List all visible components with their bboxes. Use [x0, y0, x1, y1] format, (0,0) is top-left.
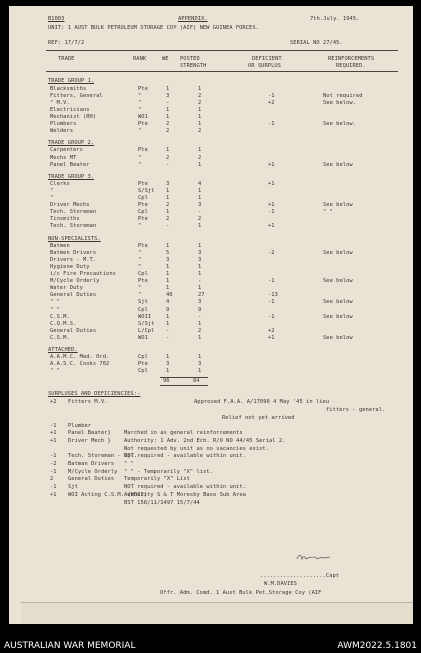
row-trade: i/c Fire Precautions	[50, 271, 116, 278]
document-page	[9, 6, 413, 624]
row-difference: -1	[268, 278, 275, 285]
row-posted: -	[198, 313, 202, 320]
row-trade: Carpenters	[50, 147, 83, 154]
surplus-qty: -1	[50, 422, 57, 429]
col-we: WE	[162, 56, 169, 62]
row-reinforcements: See below	[323, 161, 353, 168]
surplus-note: Marched in as general reinforcements	[124, 430, 243, 437]
row-rank: Cpl	[138, 354, 148, 361]
row-trade: Drivers - M.T.	[50, 257, 97, 264]
row-posted: 3	[198, 299, 202, 306]
row-we: 4	[166, 299, 170, 306]
row-posted: -	[198, 278, 202, 285]
row-trade: Plumbers	[50, 120, 77, 127]
row-rank: "	[138, 250, 142, 257]
row-rank: Cpl	[138, 195, 148, 202]
surplus-qty: 2	[50, 476, 54, 483]
total-posted: 84	[193, 378, 200, 385]
row-rank: "	[138, 106, 142, 113]
row-trade: A.A.S.C. Cooks 702	[50, 361, 110, 368]
surplus-item: Sjt	[68, 484, 78, 491]
row-rank: "	[138, 292, 142, 299]
row-we: 1	[166, 188, 170, 195]
row-rank: Pte	[138, 147, 148, 154]
row-posted: 1	[198, 368, 202, 375]
surplus-note: Relief not yet arrived	[222, 414, 295, 421]
row-rank: Cpl	[138, 271, 148, 278]
row-we: 2	[166, 202, 170, 209]
row-trade: " "	[50, 368, 60, 375]
surplus-qty: -1	[50, 468, 57, 475]
row-we: 2	[166, 216, 170, 223]
row-posted: 2	[198, 327, 202, 334]
surplus-note: Temporarily "X" List	[124, 476, 190, 483]
row-trade: General Duties	[50, 327, 97, 334]
row-we: 1	[166, 271, 170, 278]
row-trade: " M.V.	[50, 99, 70, 106]
row-rank: Pte	[138, 120, 148, 127]
document-title: APPENDIX.	[178, 16, 208, 22]
row-posted: 2	[198, 127, 202, 134]
row-we: 1	[166, 285, 170, 292]
row-difference: +1	[268, 334, 275, 341]
row-posted: 1	[198, 320, 202, 327]
row-posted: 1	[198, 271, 202, 278]
row-rank: "	[138, 223, 142, 230]
col-reinforcements: REINFORCEMENTS	[328, 56, 375, 62]
signature-line: ....................Capt	[260, 573, 340, 579]
row-rank: Pte	[138, 278, 148, 285]
group-title: TRADE GROUP 2.	[48, 139, 95, 146]
col-strength: STRENGTH	[180, 63, 207, 69]
row-rank: "	[138, 154, 142, 161]
row-we: 3	[166, 92, 170, 99]
row-posted: 2	[198, 92, 202, 99]
row-we: 1	[166, 195, 170, 202]
row-trade: C.S.M.	[50, 334, 70, 341]
col-rank: RANK	[133, 56, 147, 62]
row-reinforcements: See below	[323, 278, 353, 285]
row-posted: 9	[198, 306, 202, 313]
surplus-qty: +1	[50, 491, 57, 498]
row-trade: "	[50, 195, 54, 202]
surplus-note: fitters - general.	[326, 407, 386, 414]
row-rank: "	[138, 257, 142, 264]
row-posted: 1	[198, 106, 202, 113]
row-we: 1	[166, 113, 170, 120]
row-posted: 1	[198, 120, 202, 127]
row-we: 1	[166, 354, 170, 361]
row-posted: 1	[198, 161, 202, 168]
surplus-qty: -1	[50, 484, 57, 491]
column-rule	[46, 71, 398, 72]
surplus-item: Panel Beater}	[68, 430, 111, 437]
row-reinforcements: See below	[323, 334, 353, 341]
row-rank: Pte	[138, 243, 148, 250]
row-difference: -1	[268, 313, 275, 320]
document-ref: B1003	[48, 16, 65, 22]
row-we: -	[166, 327, 170, 334]
row-posted: 1	[198, 334, 202, 341]
row-posted: 1	[198, 285, 202, 292]
row-posted: 1	[198, 113, 202, 120]
row-posted: 3	[198, 250, 202, 257]
surplus-note: BST 158/11/1497 15/7/44	[124, 499, 200, 506]
row-we: 1	[166, 106, 170, 113]
col-posted: POSTED	[180, 56, 200, 62]
row-we: 1	[166, 243, 170, 250]
row-rank: S/Sjt	[138, 188, 155, 195]
surplus-note: Approved F.A.A. A/17090 4 May '45 in lieu	[194, 399, 330, 406]
surplus-qty: -1	[50, 453, 57, 460]
row-trade: Batmen Drivers	[50, 250, 97, 257]
row-we: 1	[166, 368, 170, 375]
row-posted: 1	[198, 188, 202, 195]
row-trade: Fitters, General	[50, 92, 103, 99]
surpluses-title: SURPLUSES AND DEFICIENCIES:-	[48, 391, 141, 398]
row-difference: -1	[268, 92, 275, 99]
surplus-note: " "	[124, 461, 134, 468]
row-rank: "	[138, 161, 142, 168]
totals-underline	[160, 385, 208, 386]
surplus-item: Plumber	[68, 422, 92, 429]
row-reinforcements: " "	[323, 209, 333, 216]
row-posted: 1	[198, 147, 202, 154]
row-trade: A.A.M.C. Med. Ord.	[50, 354, 110, 361]
row-difference: +1	[268, 202, 275, 209]
row-posted: 2	[198, 154, 202, 161]
row-reinforcements: See below	[323, 202, 353, 209]
group-title: TRADE GROUP 3.	[48, 173, 95, 180]
surplus-item: M/Cycle Orderly	[68, 468, 118, 475]
row-we: 1	[166, 147, 170, 154]
row-rank: S/Sjt	[138, 320, 155, 327]
col-or-surplus: OR SURPLUS	[248, 63, 281, 69]
row-trade: Mechs MT	[50, 154, 77, 161]
row-reinforcements: Not required	[323, 92, 363, 99]
row-difference: -1	[268, 299, 275, 306]
row-rank: WO1	[138, 113, 148, 120]
signatory-name: W.M.DAVIES	[264, 581, 297, 587]
row-trade: Blacksmiths	[50, 85, 87, 92]
row-difference: -1	[268, 120, 275, 127]
row-trade: Water Duty	[50, 285, 83, 292]
row-difference: +2	[268, 99, 275, 106]
row-we: -	[166, 334, 170, 341]
row-reinforcements: See below.	[323, 99, 356, 106]
document-date: 7th.July. 1945.	[310, 16, 360, 22]
row-we: 1	[166, 209, 170, 216]
row-rank: Cpl	[138, 209, 148, 216]
col-deficient: DEFICIENT	[252, 56, 282, 62]
row-difference: +1	[268, 161, 275, 168]
row-rank: Pte	[138, 85, 148, 92]
row-we: 1	[166, 313, 170, 320]
surplus-note: Not requested by unit as no vacancies exist.	[124, 445, 269, 452]
row-rank: "	[138, 127, 142, 134]
surplus-item: WOI Acting C.S.M. (WOII)	[68, 491, 148, 498]
surplus-note: Authority: 1 Adv. 2nd Ech. R/O NO 44/45 Serial 2.	[124, 437, 286, 444]
total-we: 96	[163, 378, 170, 385]
row-posted: 1	[198, 354, 202, 361]
row-rank: Pte	[138, 361, 148, 368]
row-posted: 1	[198, 195, 202, 202]
row-we: 3	[166, 257, 170, 264]
row-trade: Clerks	[50, 181, 70, 188]
row-posted: 4	[198, 181, 202, 188]
surplus-qty: +1	[50, 437, 57, 444]
row-rank: "	[138, 264, 142, 271]
surplus-qty: +1	[50, 430, 57, 437]
row-difference: +1	[268, 181, 275, 188]
row-difference: -2	[268, 250, 275, 257]
row-posted: 27	[198, 292, 205, 299]
col-required: REQUIRED.	[336, 63, 366, 69]
col-trade: TRADE	[58, 56, 75, 62]
row-trade: " "	[50, 306, 60, 313]
row-reinforcements: See below.	[323, 120, 356, 127]
row-reinforcements: See below	[323, 299, 353, 306]
row-we: 1	[166, 320, 170, 327]
archive-reference: AWM2022.5.1801	[337, 641, 417, 651]
handwritten-signature	[296, 553, 332, 562]
row-we: 2	[166, 127, 170, 134]
row-we: -	[166, 223, 170, 230]
surplus-note: NOT required - available within unit.	[124, 453, 246, 460]
signatory-title: Offr. Adm. Comd. 1 Aust Bulk Pet.Storage Coy (AIF	[160, 590, 322, 596]
row-we: 1	[166, 264, 170, 271]
row-rank: Pte	[138, 202, 148, 209]
row-posted: 1	[198, 243, 202, 250]
row-trade: Tinsmiths	[50, 216, 80, 223]
row-we: 3	[166, 361, 170, 368]
row-reinforcements: See below	[323, 313, 353, 320]
row-posted: 1	[198, 264, 202, 271]
row-we: 9	[166, 306, 170, 313]
row-posted: 1	[198, 85, 202, 92]
row-we: 1	[166, 85, 170, 92]
surplus-item: Tech. Storeman - Cpl.	[68, 453, 138, 460]
surplus-qty: +2	[50, 399, 57, 406]
row-we: 3	[166, 181, 170, 188]
row-posted: 2	[198, 216, 202, 223]
row-trade: " "	[50, 299, 60, 306]
row-rank: "	[138, 285, 142, 292]
surplus-item: Batman Drivers	[68, 461, 115, 468]
ref-line: REF: 17/7/2	[48, 40, 85, 46]
row-rank: Pte	[138, 216, 148, 223]
group-title: TRADE GROUP 1.	[48, 78, 95, 84]
row-we: -	[166, 99, 170, 106]
row-rank: Cpl	[138, 368, 148, 375]
row-trade: Driver Mechs	[50, 202, 90, 209]
unit-line: UNIT: 1 AUST BULK PETROLEUM STORAGE COY (AIF) NEW GUINEA FORCES.	[48, 25, 259, 31]
row-posted: -	[198, 209, 202, 216]
surplus-qty: -2	[50, 461, 57, 468]
row-trade: Electricians	[50, 106, 90, 113]
group-title: ATTACHED.	[48, 346, 78, 353]
surplus-note: " " - Temporarily "X" list.	[124, 468, 213, 475]
row-we: 2	[166, 120, 170, 127]
row-posted: 3	[198, 361, 202, 368]
row-trade: Panel Beater	[50, 161, 90, 168]
row-rank: "	[138, 99, 142, 106]
row-we: 5	[166, 250, 170, 257]
row-trade: Tech. Storeman	[50, 209, 97, 216]
surplus-item: Fitters M.V.	[68, 399, 108, 406]
row-trade: Hygiene Duty	[50, 264, 90, 271]
row-trade: M/Cycle Orderly	[50, 278, 100, 285]
row-rank: WO1	[138, 334, 148, 341]
row-trade: Tech. Storeman	[50, 223, 97, 230]
row-difference: +2	[268, 327, 275, 334]
group-title: NON-SPECIALISTS.	[48, 235, 101, 242]
row-we: 40	[166, 292, 173, 299]
row-rank: Pte	[138, 181, 148, 188]
row-trade: Welders	[50, 127, 74, 134]
row-we: -	[166, 161, 170, 168]
row-trade: C.S.M.	[50, 313, 70, 320]
row-trade: Batmen	[50, 243, 70, 250]
row-we: 2	[166, 154, 170, 161]
serial-number: SERIAL NO 27/45.	[290, 40, 343, 46]
row-trade: "	[50, 188, 54, 195]
row-rank: WOII	[138, 313, 152, 320]
surplus-item: General Duties	[68, 476, 115, 483]
archive-footer	[0, 624, 421, 653]
row-difference: -1	[268, 209, 275, 216]
surplus-note: Authority S & T Moresby Base Sub Area	[124, 491, 246, 498]
bottom-strip	[21, 602, 413, 624]
row-posted: 2	[198, 99, 202, 106]
row-rank: Cpl	[138, 306, 148, 313]
header-rule	[46, 50, 398, 51]
row-difference: -13	[268, 292, 278, 299]
row-trade: Mechanist (RH)	[50, 113, 97, 120]
row-we: 1	[166, 278, 170, 285]
row-rank: Sjt	[138, 299, 148, 306]
row-rank: L/Cpl	[138, 327, 155, 334]
row-posted: 3	[198, 202, 202, 209]
row-reinforcements: See below	[323, 250, 353, 257]
surplus-note: NOT required - available within unit.	[124, 484, 246, 491]
row-trade: C.Q.M.S.	[50, 320, 77, 327]
row-difference: +1	[268, 223, 275, 230]
row-rank: "	[138, 92, 142, 99]
row-trade: General Duties	[50, 292, 97, 299]
row-posted: 3	[198, 257, 202, 264]
surplus-item: Driver Mech }	[68, 437, 111, 444]
row-posted: 1	[198, 223, 202, 230]
archive-name: AUSTRALIAN WAR MEMORIAL	[4, 641, 136, 651]
